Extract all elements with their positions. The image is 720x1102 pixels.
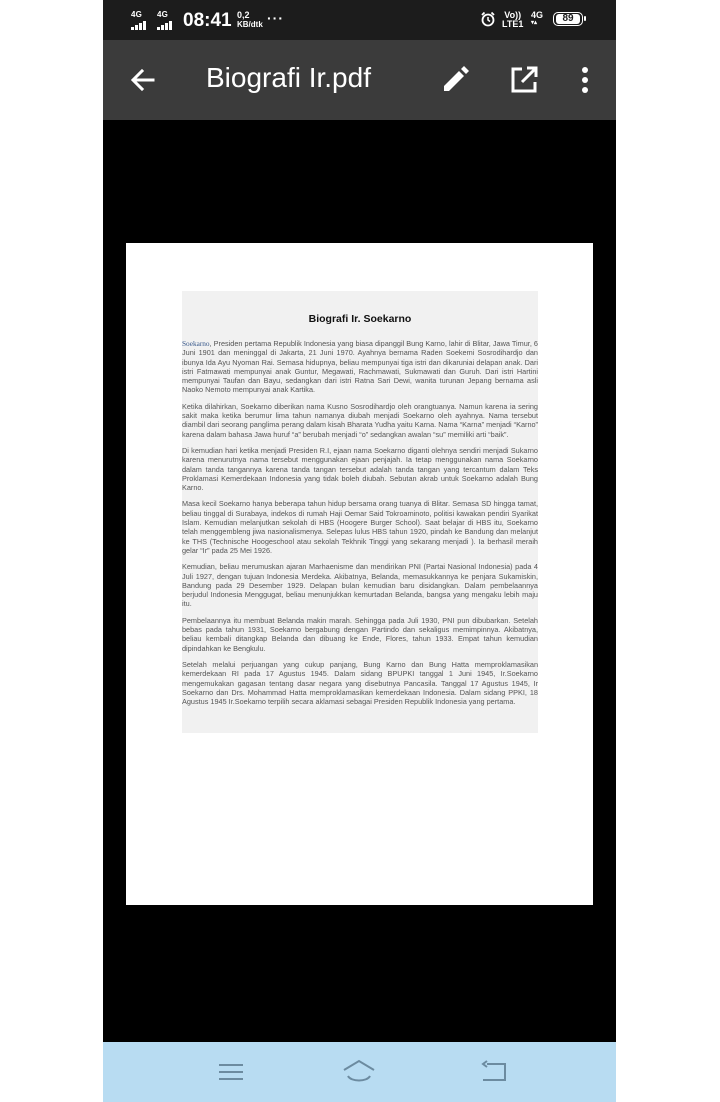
phone-screen bbox=[103, 0, 616, 1102]
status-bar bbox=[103, 0, 616, 40]
paragraph-7: Setelah melalui perjuangan yang cukup panjang, Bung Karno dan Bung Hatta memproklamasikan kemerdekaan RI pada 17 Agustus 1945. Dalam sidang BPUPKI tanggal 1 Juni 1945, Ir.Soekarno mengemukakan gagasan tentang dasar negara yang disebutnya Pancasila. Tanggal 17 Agustus 1945, Ir Soekarno dan Drs. Mohammad Hatta memproklamasikan kemerdekaan Indonesia. Dalam sidang PPKI, 18 Agustus 1945 Ir.Soekarno terpilih secara aklamasi sebagai Presiden Republik Indonesia yang pertama. bbox=[182, 659, 538, 707]
paragraph-3: Di kemudian hari ketika menjadi Presiden R.I, ejaan nama Soekarno diganti olehnya sendiri menjadi Sukarno karena menurutnya nama tersebut menggunakan ejaan penjajah. Ia tetap menggunakan nama Soekarno dalam tanda tangannya karena tanda tangan tersebut adalah tanda tangan yang tercantum dalam Teks Proklamasi Kemerdekaan Indonesia yang tidak boleh diubah. Sebutan akrab untuk Soekarno adalah Bung Karno. bbox=[182, 445, 538, 493]
network-speed bbox=[237, 11, 263, 29]
document-body bbox=[182, 291, 538, 733]
battery-level: 89 bbox=[556, 14, 580, 24]
signal-2 bbox=[157, 11, 172, 30]
arrow-left-icon[interactable] bbox=[127, 64, 159, 96]
document-title: Biografi Ir.pdf bbox=[206, 62, 371, 93]
speed-value: 0,2 bbox=[237, 10, 250, 20]
paragraph-1 bbox=[182, 339, 538, 395]
back-icon[interactable] bbox=[479, 1058, 509, 1086]
home-icon[interactable] bbox=[341, 1058, 377, 1086]
pencil-icon[interactable] bbox=[439, 64, 471, 96]
more-vertical-icon[interactable] bbox=[573, 64, 597, 96]
navigation-bar bbox=[103, 1042, 616, 1102]
name-link: Soekarno bbox=[182, 339, 210, 348]
network-type-label: 4G bbox=[157, 10, 169, 19]
more-notifications-icon: ··· bbox=[267, 10, 284, 26]
pdf-page[interactable] bbox=[126, 243, 593, 905]
data-arrows-icon: ▾▴ bbox=[531, 20, 538, 26]
signal-bars-icon bbox=[131, 20, 146, 30]
network-type-label: 4G bbox=[131, 10, 143, 19]
volte-top-label: Vo)) bbox=[504, 10, 522, 20]
paragraph-2: Ketika dilahirkan, Soekarno diberikan nama Kusno Sosrodihardjo oleh orangtuanya. Namun karena ia sering sakit maka ketika berumur lima tahun namanya diubah menjadi Soekarno oleh ayahnya. Nama tersebut diambil dari seorang panglima perang dalam kisah Bharata Yudha yaitu Karna. Nama “Karna” menjadi “Karno” karena dalam bahasa Jawa huruf “a” berubah menjadi “o” sedangkan awalan “su” memiliki arti “baik”. bbox=[182, 401, 538, 439]
signal-1 bbox=[131, 11, 146, 30]
clock: 08:41 bbox=[183, 10, 232, 31]
open-external-icon[interactable] bbox=[508, 64, 540, 96]
alarm-clock-icon bbox=[480, 11, 496, 27]
speed-unit: KB/dtk bbox=[237, 20, 263, 29]
app-toolbar bbox=[103, 40, 616, 120]
document-heading: Biografi Ir. Soekarno bbox=[308, 313, 412, 325]
paragraph-6: Pembelaannya itu membuat Belanda makin marah. Sehingga pada Juli 1930, PNI pun dibubarkan. Setelah bebas pada tahun 1931, Soekarno bergabung dengan Partindo dan sekaligus memimpinnya. Akibatnya, beliau kembali ditangkap Belanda dan dibuang ke Ende, Flores, tahun 1933. Empat tahun kemudian dipindahkan ke Bengkulu. bbox=[182, 615, 538, 653]
volte-bottom-label: LTE1 bbox=[502, 19, 524, 29]
volte-indicator bbox=[502, 11, 523, 29]
signal-bars-icon bbox=[157, 20, 172, 30]
paragraph-5: Kemudian, beliau merumuskan ajaran Marhaenisme dan mendirikan PNI (Partai Nasional Indonesia) pada 4 Juli 1927, dengan tujuan Indonesia Merdeka. Akibatnya, Belanda, memasukkannya ke penjara Sukamiskin, Bandung pada 29 Desember 1929. Delapan bulan kemudian baru disidangkan. Dalam pembelaannya berjudul Indonesia Menggugat, beliau menunjukkan kemurtadan Belanda, bangsa yang mengaku lebih maju itu. bbox=[182, 562, 538, 609]
network-type-label: 4G bbox=[531, 10, 544, 20]
battery-icon bbox=[553, 12, 583, 26]
paragraph-1-text: , Presiden pertama Republik Indonesia yang biasa dipanggil Bung Karno, lahir di Blitar, Jawa Timur, 6 Juni 1901 dan meninggal di Jakarta, 21 Juni 1970. Ayahnya bernama Raden Soekemi Sosrodihardjo dan ibunya Ida Ayu Nyoman Rai. Semasa hidupnya, beliau mempunyai tiga istri dan dikaruniai delapan anak. Dari istri Fatmawati mempunyai anak Guntur, Megawati, Rachmawati, Sukmawati dan Guruh. Dari istri Hartini mempunyai Taufan dan Bayu, sedangkan dari istri Ratna Sari Dewi, wanita turunan Jepang bernama asli Naoko Nemoto mempunyai anak Kartika. bbox=[182, 339, 538, 395]
paragraph-4: Masa kecil Soekarno hanya beberapa tahun hidup bersama orang tuanya di Blitar. Semasa SD hingga tamat, beliau tinggal di Surabaya, indekos di rumah Haji Oemar Said Tokroaminoto, politisi kawakan pendiri Syarikat Islam. Kemudian melanjutkan sekolah di HBS (Hoogere Burger School). Saat belajar di HBS itu, Soekarno telah menggembleng jiwa nasionalismenya. Selepas lulus HBS tahun 1920, pindah ke Bandung dan melanjut ke THS (Technische Hoogeschool atau sekolah Tekhnik Tinggi yang sekarang menjadi ). Ia berhasil meraih gelar “Ir” pada 25 Mei 1926. bbox=[182, 499, 538, 555]
menu-icon[interactable] bbox=[217, 1060, 245, 1084]
data-indicator bbox=[531, 11, 543, 26]
